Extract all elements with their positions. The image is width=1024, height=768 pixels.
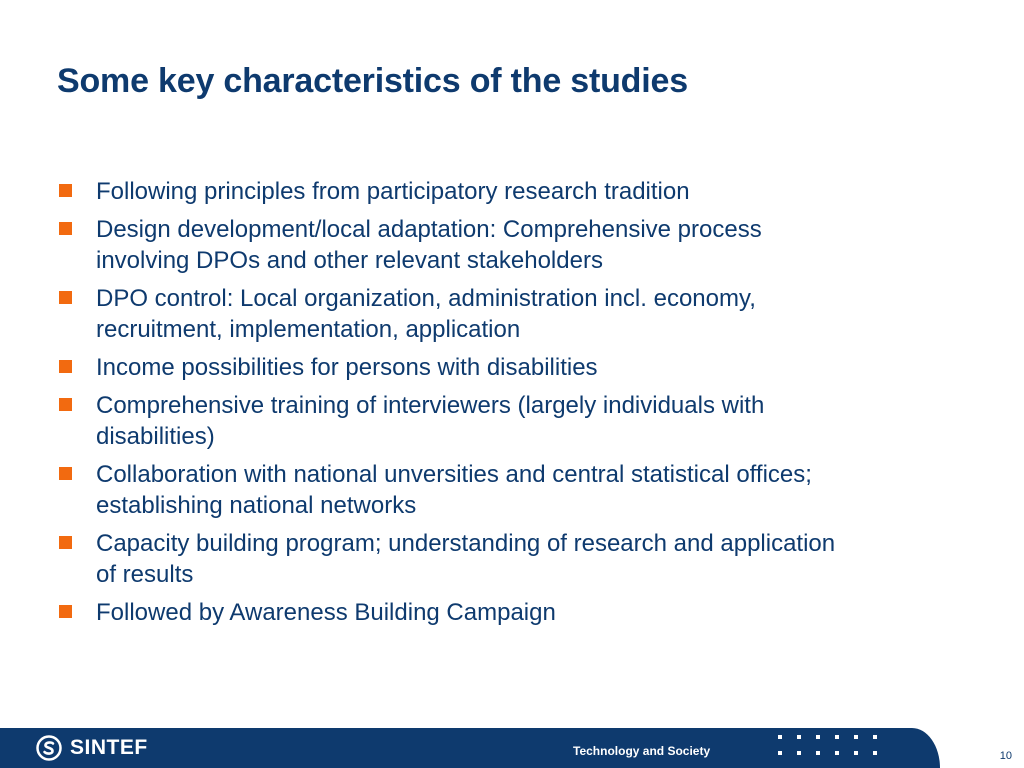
bullet-item — [58, 214, 988, 276]
footer-subtitle: Technology and Society — [573, 744, 711, 758]
bullet-text-line: involving DPOs and other relevant stakeholders — [96, 247, 603, 274]
bullet-item — [58, 390, 988, 452]
bullet-text-line: of results — [96, 561, 194, 588]
bullet-square-icon — [59, 605, 72, 618]
bullet-text-line: Following principles from participatory research tradition — [96, 178, 690, 205]
bullet-text-line: Capacity building program; understanding of research and application — [96, 530, 836, 557]
sintef-logo — [36, 735, 148, 761]
bullet-text-line: Comprehensive training of interviewers (largely individuals with — [96, 392, 765, 419]
slide-title: Some key characteristics of the studies — [57, 62, 688, 100]
bullet-square-icon — [59, 536, 72, 549]
page-number: 10 — [999, 750, 1012, 762]
bullet-text-line: disabilities) — [96, 423, 215, 450]
bullet-item — [58, 597, 988, 628]
bullet-list — [58, 176, 988, 635]
bullet-square-icon — [59, 291, 72, 304]
bullet-square-icon — [59, 184, 72, 197]
bullet-square-icon — [59, 360, 72, 373]
bullet-item — [58, 459, 988, 521]
bullet-square-icon — [59, 398, 72, 411]
bullet-item — [58, 176, 988, 207]
bullet-text-line: Followed by Awareness Building Campaign — [96, 599, 556, 626]
bullet-item — [58, 283, 988, 345]
bullet-text-line: Income possibilities for persons with disabilities — [96, 354, 598, 381]
bullet-text-line: Collaboration with national unversities and central statistical offices; — [96, 461, 812, 488]
bullet-text-line: establishing national networks — [96, 492, 417, 519]
decorative-dots — [778, 735, 877, 755]
bullet-text-line: DPO control: Local organization, administration incl. economy, — [96, 285, 756, 312]
footer — [0, 728, 1024, 768]
bullet-text-line: recruitment, implementation, application — [96, 316, 521, 343]
sintef-logo-icon — [36, 735, 62, 761]
logo-text: SINTEF — [70, 736, 148, 759]
bullet-square-icon — [59, 222, 72, 235]
bullet-item — [58, 352, 988, 383]
bullet-item — [58, 528, 988, 590]
bullet-text-line: Design development/local adaptation: Comprehensive process — [96, 216, 762, 243]
bullet-square-icon — [59, 467, 72, 480]
